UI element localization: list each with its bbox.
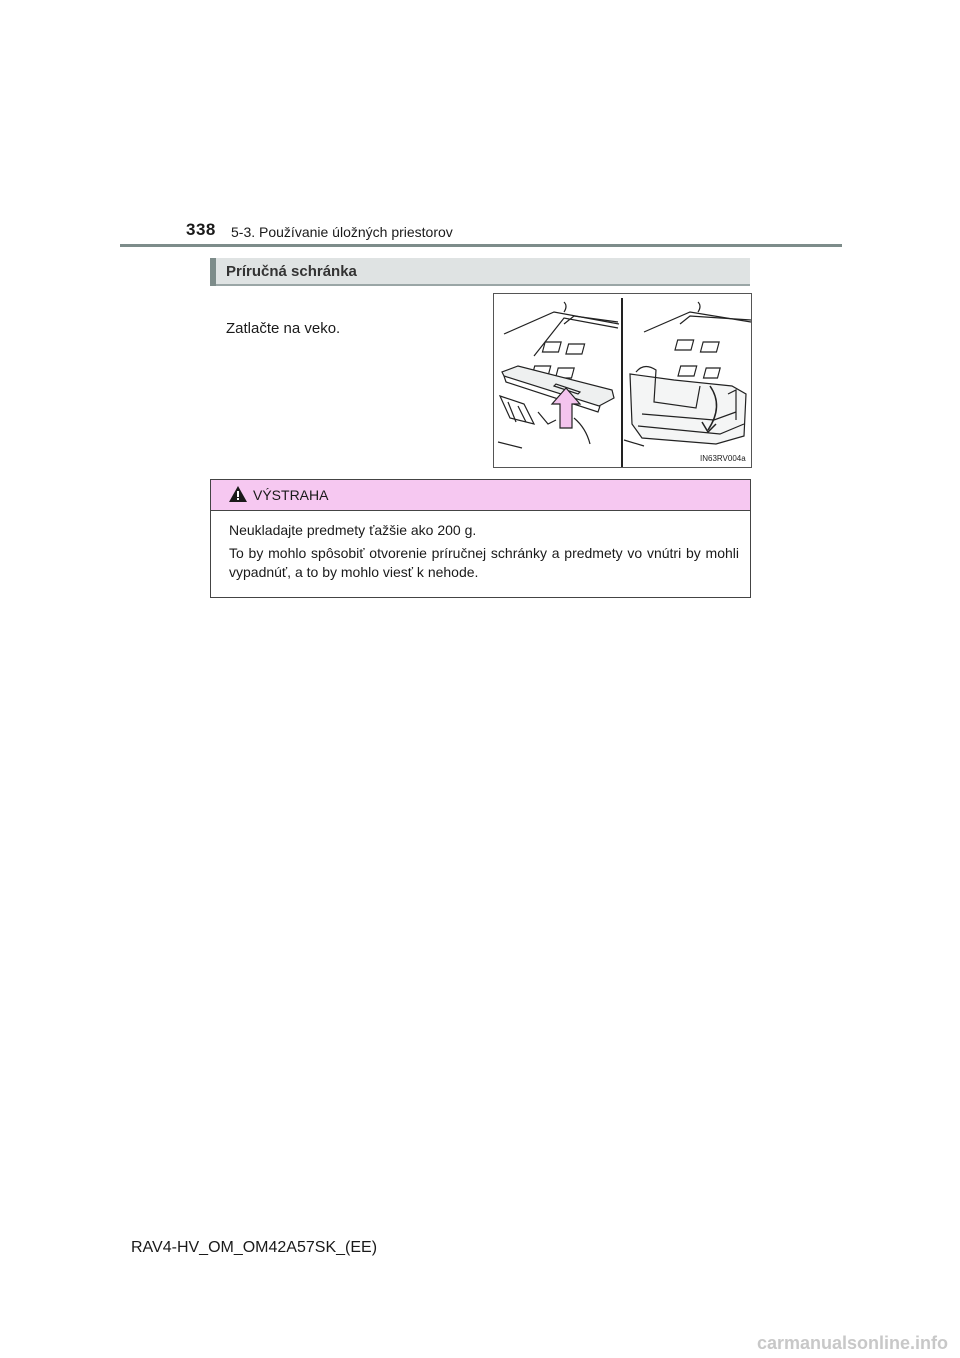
section-title: Príručná schránka (226, 263, 357, 280)
illustration-code: IN63RV004a (700, 454, 746, 463)
section-title-bar (210, 258, 750, 286)
watermark: carmanualsonline.info (756, 1333, 948, 1353)
warning-triangle-icon (228, 485, 248, 503)
warning-header (211, 480, 750, 511)
warning-title: VÝSTRAHA (253, 487, 329, 503)
warning-paragraph: To by mohlo spôsobiť otvorenie príručnej schránky a predmety vo vnútri by mohli vypadnúť, a to by mohlo viesť k nehode. (229, 545, 739, 580)
glovebox-illustration (493, 293, 752, 468)
document-footer: RAV4-HV_OM_OM42A57SK_(EE) (131, 1239, 378, 1256)
page-number: 338 (186, 220, 216, 239)
title-bar-marker (210, 258, 216, 286)
warning-paragraph: Neukladajte predmety ťažšie ako 200 g. (229, 522, 477, 538)
header-rule (120, 244, 842, 247)
warning-box (210, 479, 751, 598)
instruction-text: Zatlačte na veko. (226, 320, 341, 337)
section-header: 5-3. Používanie úložných priestorov (231, 224, 453, 240)
glovebox-drawing (494, 294, 751, 467)
